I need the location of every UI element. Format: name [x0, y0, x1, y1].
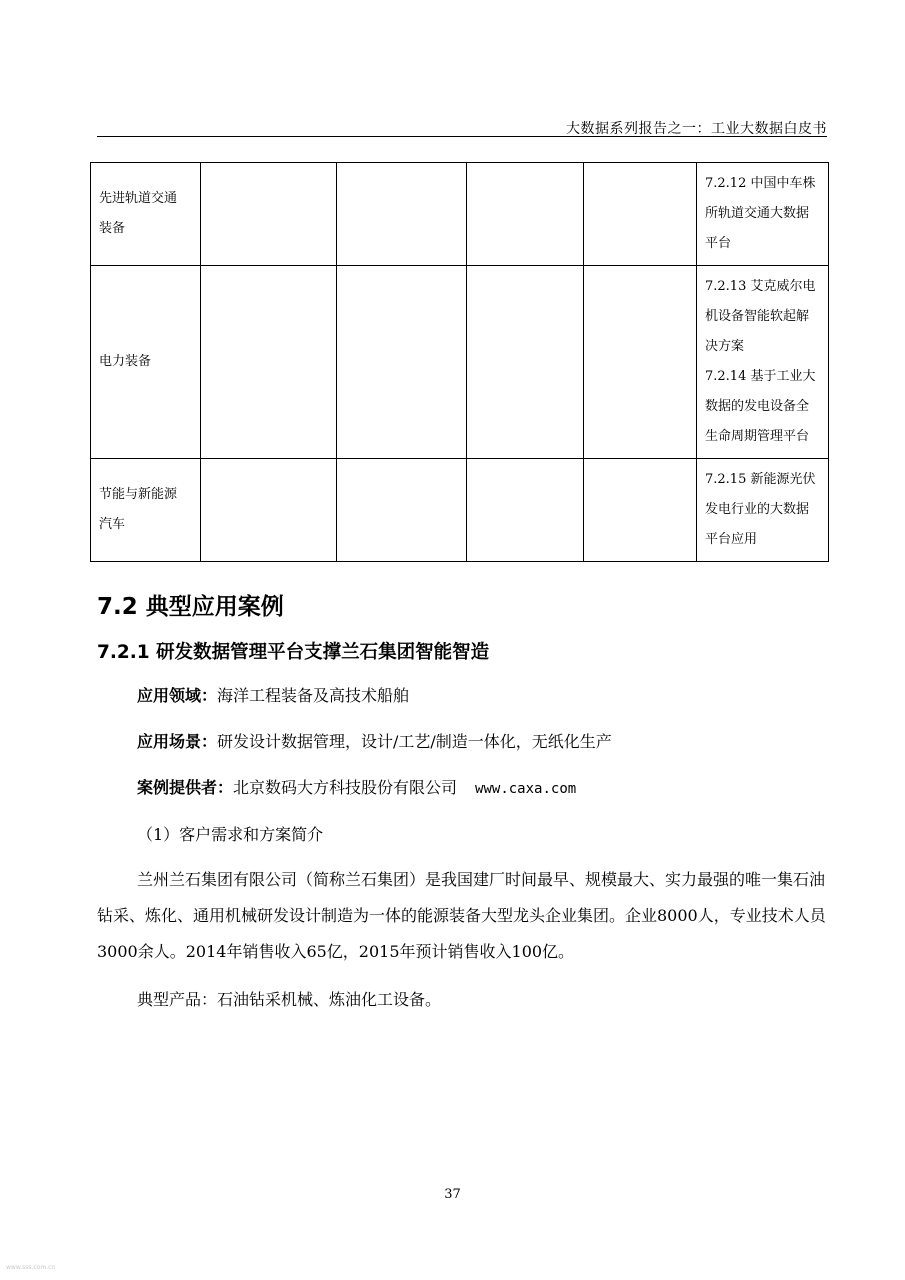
empty-cell — [201, 266, 337, 459]
body-subheading: （1）客户需求和方案简介 — [137, 825, 324, 844]
empty-cell — [467, 163, 584, 266]
field-label: 应用领域： — [137, 686, 218, 705]
body-paragraph: 典型产品：石油钻采机械、炼油化工设备。 — [137, 990, 442, 1009]
field-label: 案例提供者： — [137, 778, 234, 797]
provider-url: www.caxa.com — [475, 781, 577, 797]
empty-cell — [467, 459, 584, 562]
empty-cell — [201, 459, 337, 562]
industry-case-table — [90, 162, 829, 562]
field-cell: 先进轨道交通 装备 — [91, 163, 201, 266]
empty-cell — [201, 163, 337, 266]
empty-cell — [584, 266, 697, 459]
application-scene — [137, 729, 612, 752]
subsection-heading: 7.2.1 研发数据管理平台支撑兰石集团智能智造 — [97, 642, 490, 663]
empty-cell — [337, 163, 467, 266]
empty-cell — [337, 266, 467, 459]
application-domain — [137, 683, 409, 706]
field-value: 北京数码大方科技股份有限公司 — [233, 778, 458, 797]
empty-cell — [584, 459, 697, 562]
case-cell: 7.2.13 艾克威尔电 机设备智能软起解 决方案 7.2.14 基于工业大 数据的发电设备全 生命周期管理平台 — [697, 266, 829, 459]
field-value: 海洋工程装备及高技术船舶 — [217, 686, 410, 705]
field-label: 应用场景： — [137, 732, 218, 751]
section-heading: 7.2 典型应用案例 — [97, 594, 284, 620]
field-cell: 电力装备 — [91, 266, 201, 459]
case-cell: 7.2.12 中国中车株 所轨道交通大数据 平台 — [697, 163, 829, 266]
field-cell: 节能与新能源 汽车 — [91, 459, 201, 562]
case-cell: 7.2.15 新能源光伏 发电行业的大数据 平台应用 — [697, 459, 829, 562]
empty-cell — [337, 459, 467, 562]
table-row — [91, 163, 829, 266]
watermark-text: www.sss.com.cn — [6, 1264, 56, 1271]
running-header: 大数据系列报告之一：工业大数据白皮书 — [566, 121, 827, 137]
page-number: 37 — [444, 1187, 461, 1202]
empty-cell — [584, 163, 697, 266]
table-row — [91, 459, 829, 562]
case-provider — [137, 775, 576, 798]
table-row — [91, 266, 829, 459]
body-paragraph: 兰州兰石集团有限公司（简称兰石集团）是我国建厂时间最早、规模最大、实力最强的唯一集石油钻采、炼化、通用机械研发设计制造为一体的能源装备大型龙头企业集团。企业8000人，专业技术人员3000余人。2014年销售收入65亿，2015年预计销售收入100亿。 — [97, 870, 826, 961]
empty-cell — [467, 266, 584, 459]
header-rule — [97, 136, 827, 137]
field-value: 研发设计数据管理，设计/工艺/制造一体化，无纸化生产 — [217, 732, 612, 751]
